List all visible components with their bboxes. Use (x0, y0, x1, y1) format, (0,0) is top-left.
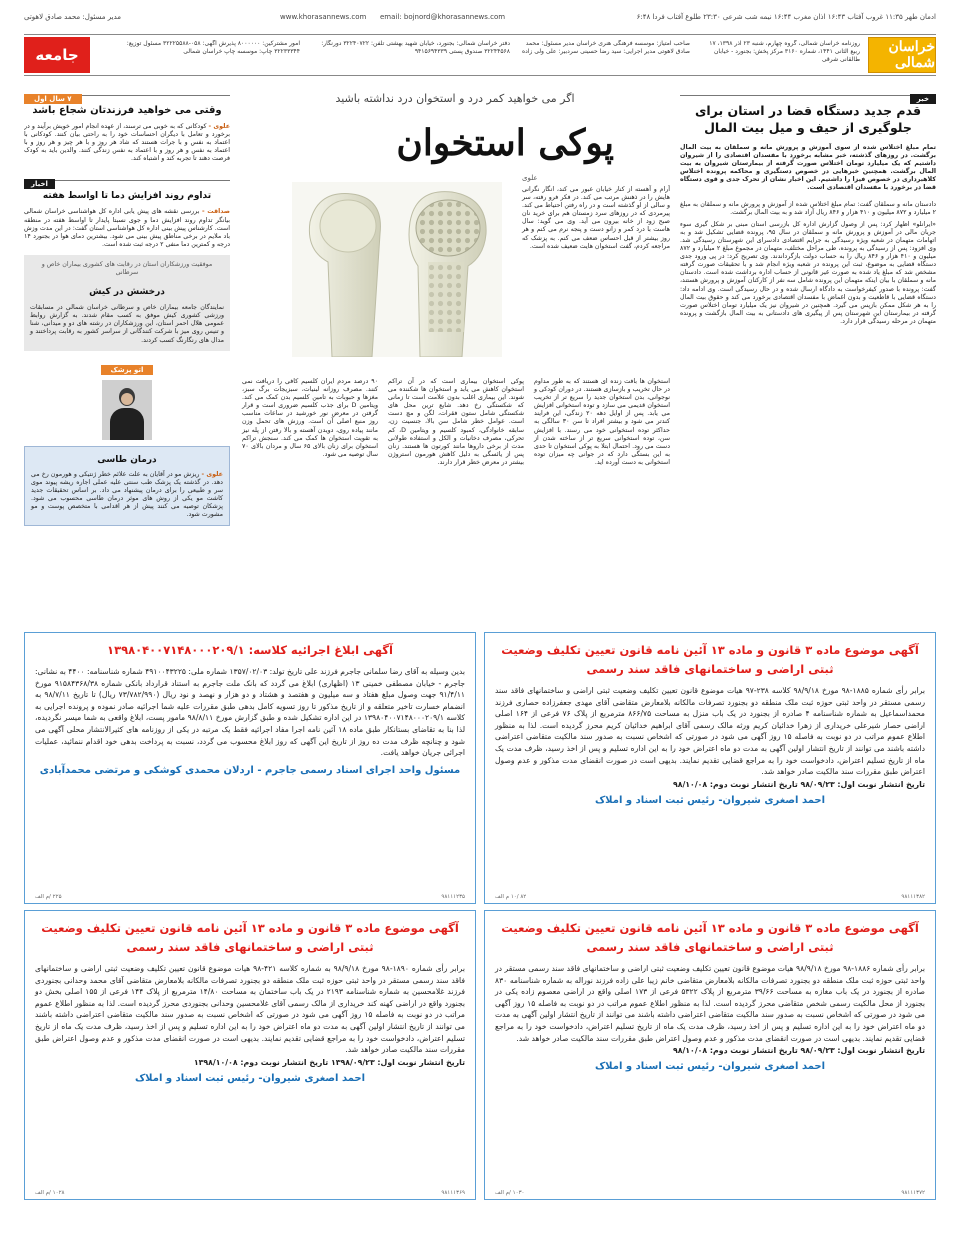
ad-3-code-left: ۱۰۳۰ /م الف (495, 1190, 525, 1196)
news-tag: خبر (910, 94, 936, 104)
feature-column (240, 86, 670, 616)
news-headline[interactable]: قدم جدید دستگاه قضا در استان برای جلوگیری از حیف و میل بیت المال (694, 103, 922, 135)
feature-col-1: استخوان ها بافت زنده ای هستند که به طور مداوم در حال تخریب و بازسازی هستند. در دوران کودکی و نوجوانی، بدن استخوان جدید را سریع تر از تخریب استخوان قدیمی می سازد و توده استخوانی افزایش می یابد. پس از اوایل دهه ۲۰ زندگی، این فرایند کندتر می شود و بیشتر افراد تا سن ۳۰ سالگی به حداکثر توده استخوانی خود می رسند. با افزایش سن، توده استخوانی سریع تر از ساخته شدن از دست می رود. احتمال ابتلا به پوکی استخوان تا حدی به این بستگی دارد که در جوانی چه میزان توده استخوانی به دست آورده اید. (534, 378, 670, 466)
ad-notice-2[interactable] (24, 632, 476, 904)
sports-box (24, 255, 230, 351)
masthead-contact-info: امور مشترکین: ۸۰۰۰۰۰۰ پذیرش آگهی: ۰۵۸-۳۲۲۲۵۵۸۸ مسئول توزیع: ۳۲۲۳۳۳۴۴ چاپ: موسسه چاپ خراسان شمالی (126, 40, 300, 55)
news-lead: تمام مبلغ اختلاس شده از سوی آموزش و پرورش مانه و سملقان به بیت المال برگشت. در روزهای گذشته، خبر مشابه برخورد با مفسدان اقتصادی را از شیروان داشتیم که یک میلیارد تومان اختلاس صورت گرفته از بیمارستان شیروان به بیت المال برگشت. همچنین خبرهایی در خصوص دستگیری و محاکمه پرونده اختلاس کلاهبرداری در خصوص فیزا را داشتیم. این اخبار نشان از تحرک جدی و قوی دستگاه قضا در برخورد با مفسدان اقتصادی است. (680, 144, 936, 192)
bone-illustration (292, 182, 502, 357)
feature-author: علوی (522, 174, 538, 182)
doctor-header (24, 357, 230, 376)
ad-1-title: آگهی موضوع ماده ۳ قانون و ماده ۱۳ آئین نامه قانون تعیین تکلیف وضعیت ثبتی اراضی و ساختمانهای فاقد سند رسمی (501, 643, 919, 676)
ad-2-code-right: ۹۸۱۱۱۲۳۵ (441, 894, 465, 900)
website-url[interactable]: www.khorasannews.com (280, 13, 367, 21)
section-name: جامعه (35, 46, 79, 64)
masthead-issue-info: روزنامه خراسان شمالی، گروه چهارم، شنبه ۲۳ آذر ۱۳۹۸، ۱۷ ربیع الثانی ۱۴۴۱، شماره ۳۱۶۰ مرکز پخش: بجنورد - خیابان طالقانی شرقی (709, 40, 860, 63)
ad-4-code-left: ۱۰۲۸ /م الف (35, 1190, 65, 1196)
ad-1-code-right: ۹۸۱۱۱۳۸۲ (901, 894, 925, 900)
masthead (24, 34, 936, 76)
parenting-text (24, 123, 230, 163)
ad-1-code-left: ۸۲ /۱۰ م الف (495, 894, 527, 900)
sports-text: نمایندگان جامعه بیماران خاص و سرطانی خراسان شمالی در مسابقات ورزشی کشوری کیش موفق به کسب مقام شدند. به گزارش روابط عمومی هلال احمر استان، این ورزشکاران در رشته های دو و میدانی، شنا و تنیس روی میز با شرکت کنندگانی از سراسر کشور به رقابت پرداختند و مدال های رنگارنگ کسب کردند. (30, 304, 224, 344)
parenting-header-line (24, 86, 230, 103)
masthead-office-info: دفتر خراسان شمالی: بجنورد، خیابان شهید بهشتی تلفن: ۳۲۲۴۰۷۲۲ دورنگار: ۳۲۲۴۴۵۶۸ صندوق پستی ۹۴۱۵۶۹۴۳۳۹ (321, 40, 510, 55)
logo-text: خراسان شمالی (888, 39, 935, 71)
news-body-2: «ایرانلو» اظهار کرد: پس از وصول گزارش اداره کل بازرسی استان مبنی بر شکل گیری سوء جریان مالی در آموزش و پرورش مانه و سملقان در سال ۹۵، پرونده قضایی تشکیل شد و به اتهامات متهمان در شعبه ویژه رسیدگی به جرایم اقتصادی دادسرای این شهرستان رسیدگی شد. وی افزود: پس از رسیدگی به پرونده، طی مراحل مختلف، متهمان در مجموع مبلغ ۲ میلیارد و ۸۷۲ میلیون و ۴۱۰ هزار و ۸۴۶ ریال را به حساب دولت بازگرداندند. وی تصریح کرد: در پی ورود جدی دستگاه قضایی به موضوع، ثبت این پرونده در شعبه ویژه انجام شد و با تحقیقات صورت گرفته مشخص شد که مبلغ یاد شده به صورت غیر قانونی از حساب اداره برداشت شده است. دادستان مانه و سملقان با بیان اینکه متهمان این پرونده شامل سه نفر از کارکنان آموزش و پرورش هستند، گفت: پرونده با صدور کیفرخواست به دادگاه ارسال شده و در حال رسیدگی است. وی ادامه داد: دستگاه قضایی با قاطعیت و بدون اغماض با مفسدان اقتصادی برخورد می کند و حقوق بیت المال را به هر شکل ممکن بازپس می گیرد. همچنین در شیروان نیز یک میلیارد تومان اختلاس صورت گرفته در بیمارستان این شهرستان پس از پیگیری های دادستانی به بیت المال بازگشت و پرونده متهمان در مرحله رسیدگی قرار دارد. (680, 220, 936, 325)
feature-col-2: پوکی استخوان بیماری است که در آن تراکم استخوان کاهش می یابد و استخوان ها شکننده می شوند. این بیماری اغلب بدون علامت است تا زمانی که شکستگی رخ دهد. شایع ترین محل های شکستگی شامل ستون فقرات، لگن و مچ دست است. عوامل خطر شامل سن بالا، جنسیت زن، سابقه خانوادگی، کمبود کلسیم و ویتامین D، کم تحرکی، مصرف دخانیات و الکل و استفاده طولانی مدت از برخی داروها مانند کورتون ها هستند. زنان پس از یائسگی به دلیل کاهش هورمون استروژن بیشتر در معرض خطر قرار دارند. (388, 378, 524, 466)
top-strip (0, 0, 960, 34)
masthead-publisher-info: صاحب امتیاز: موسسه فرهنگی هنری خراسان مدیر مسئول: محمد صادق لاهوتی مدیر اجرایی: سید رضا حسینی سردبیر: علی ولی زاده (521, 40, 690, 55)
parenting-headline[interactable]: وقتی می خواهید فرزندتان شجاع باشد (32, 105, 222, 116)
section-badge[interactable] (24, 37, 90, 73)
weather-author: صداقت - (201, 208, 230, 216)
parenting-body: کودکانی که به خوبی می ترسند، از عهده انجام امور خویش برآیند و در برخورد و تعامل با دیگران احساسات خود را به راحتی بیان کنند. کودکانی با اعتماد به نفس و با جرات هستند که شاد هر روز و با هر چیز و هر روز و با اعتماد به نفس و هر روز و با اعتماد به نفس زندگی کنند. والدین باید به کودک فرصت دهند تا تجربه کند و اشتباه کند. (24, 123, 230, 163)
feature-col-3: ۹۰ درصد مردم ایران کلسیم کافی را دریافت نمی کنند. مصرف روزانه لبنیات، سبزیجات برگ سبز، مغزها و حبوبات به تامین کلسیم بدن کمک می کند. ویتامین D برای جذب کلسیم ضروری است و قرار گرفتن در معرض نور خورشید در ساعات مناسب روز منبع اصلی آن است. ورزش های تحمل وزن مانند پیاده روی، دویدن آهسته و بالا رفتن از پله نیز به تقویت استخوان ها کمک می کند. سنجش تراکم استخوان برای زنان بالای ۶۵ سال و مردان بالای ۷۰ سال توصیه می شود. (242, 378, 378, 458)
ad-3-date: تاریخ انتشار نوبت اول: ۹۸/۰۹/۲۳ تاریخ انتشار نوبت دوم: ۹۸/۱۰/۰۸ (672, 1046, 925, 1056)
ad-3-signature: احمد اصغری شیروان- رئیس ثبت اسناد و املاک (594, 1061, 826, 1073)
author-portrait (102, 380, 152, 440)
publisher-line: مدیر مسئول: محمد صادق لاهوتی (24, 13, 121, 21)
ad-1-footer (495, 894, 925, 900)
doctor-headline[interactable]: درمان طاسی (97, 454, 157, 465)
ad-3-footer (495, 1190, 925, 1196)
prayer-times: ادمان طهر ۱۱:۳۵ غروب آفتاب ۱۶:۴۳ اذان مغرب ۱۶:۴۴ نیمه شب شرعی ۲۳:۳۰ طلوع آفتاب فردا ۶:۴۸ (636, 13, 936, 21)
doctor-tag: اتو پزشک (101, 365, 154, 375)
ad-notice-3[interactable] (484, 910, 936, 1200)
doctor-box (24, 446, 230, 527)
parenting-author: علوی - (208, 123, 230, 130)
ad-4-footer (35, 1190, 465, 1196)
ad-3-code-right: ۹۸۱۱۱۳۷۲ (901, 1190, 925, 1196)
feature-intro (522, 174, 670, 251)
news-column (680, 86, 936, 616)
ad-1-text: برابر رأی شماره ۱۸۸۵-۹۸ مورخ ۹۸/۹/۱۸ کلاسه ۲۳۸-۹۷ هیات موضوع قانون تعیین تکلیف وضعیت ثبتی اراضی و ساختمانهای فاقد سند رسمی مستقر در واحد ثبتی حوزه ثبت ملک منطقه دو بجنورد تصرفات مالکانه بلامعارض متقاضی آقای مهدی جعفرزاده حصاری فرزند محمداسماعیل به شماره شناسنامه ۴ صادره از بجنورد در یک باب منزل به مساحت ۸۶۶/۷۵ مترمربع از پلاک ۷۶ فرعی از ۱۶۴ اصلی اراضی حصار شیرعلی خریداری از زهرا خدائیان کریم ورثه مالک رسمی آقای ابراهیم خدائیان کریم محرز گردیده است. لذا به منظور اطلاع عموم مراتب در دو نوبت به فاصله ۱۵ روز آگهی می شود در صورتی که اشخاص نسبت به صدور سند مالکیت متقاضی اعتراضی داشته باشند می توانند از تاریخ انتشار اولین آگهی به مدت دو ماه اعتراض خود را به این اداره تسلیم و پس از اخذ رسید، ظرف مدت یک ماه از تاریخ تسلیم اعتراض، دادخواست خود را به مراجع قضایی تقدیم نمایند. بدیهی است در صورت انقضای مدت مذکور و عدم وصول اعتراض طبق مقررات سند مالکیت صادر خواهد شد. (495, 686, 925, 777)
doctor-author: علوی - (201, 470, 223, 478)
ad-4-title: آگهی موضوع ماده ۳ قانون و ماده ۱۳ آئین نامه قانون تعیین تکلیف وضعیت ثبتی اراضی و ساختمانهای فاقد سند رسمی (41, 921, 459, 954)
ad-4-date: تاریخ انتشار نوبت اول: ۱۳۹۸/۰۹/۲۳ تاریخ انتشار نوبت دوم: ۱۳۹۸/۱۰/۰۸ (193, 1057, 465, 1067)
ad-2-text: بدین وسیله به آقای رضا سلمانی جاجرم فرزند علی تاریخ تولد: ۱۳۵۷/۰۲/۰۳ شماره ملی: ۴۹۱۰۰۴۳۲۲۵ شماره شناسنامه: ۴۴۰۰ به نشانی: جاجرم - خیابان مصطفی خمینی ۱۳ (اظهاری) ابلاغ می گردد که بانک ملت جاجرم به استناد قرارداد بانکی شماره ۹۱۵۸۴۳۶۸/۳۸ مورخ ۹۱/۴/۱۱ جهت وصول مبلغ هفتاد و سه میلیون و هفتصد و هشتاد و دو هزار و نهصد و نود ریال (۷۳/۷۸۲/۹۹۰ ریال) تا تاریخ ۹۸/۷/۱۱ به انضمام خسارت تاخیر متعلقه و از تاریخ مذکور تا روز تسویه کامل بدهی طبق مقررات علیه شما اجرائیه صادر نموده و پرونده اجرایی به کلاسه ۱۳۹۸۰۴۰۰۷۱۴۸۰۰۰۲۰۹/۱ در این اداره تشکیل شده و طبق گزارش مورخ ۹۸/۸/۱۱ مامور پست، ابلاغ واقعی به شما میسر نگردیده، لذا بنا به تقاضای بستانکار طبق ماده ۱۸ آئین نامه اجرا مفاد اجرائیه فقط یک مرتبه در یکی از روزنامه های کثیرالانتشار محلی آگهی می شود و چنانچه ظرف مدت ده روز از تاریخ این آگهی که روز ابلاغ محسوب می گردد، نسبت به پرداخت بدهی خود اقدام ننمائید، عملیات اجرائی جریان خواهد یافت. (35, 667, 466, 758)
ad-notice-4[interactable] (24, 910, 476, 1200)
newspaper-logo[interactable] (868, 37, 936, 73)
weather-tag: اخبار (24, 179, 55, 189)
ad-3-title: آگهی موضوع ماده ۳ قانون و ماده ۱۳ آئین نامه قانون تعیین تکلیف وضعیت ثبتی اراضی و ساختمانهای فاقد سند رسمی (501, 921, 919, 954)
ad-2-footer (35, 894, 465, 900)
sports-caption: موفقیت ورزشکاران استان در رقابت های کشوری بیماران خاص و سرطانی (41, 260, 213, 277)
weather-header-line (24, 171, 230, 189)
ad-1-signature: احمد اصغری شیروان- رئیس ثبت اسناد و املاک (594, 794, 826, 806)
ad-4-text: برابر رأی شماره ۱۸۹۰-۹۸ مورخ ۹۸/۹/۱۸ به شماره کلاسه ۴۲۱-۹۸ هیات موضوع قانون تعیین تکلیف وضعیت ثبتی اراضی و ساختمانهای فاقد سند رسمی مستقر در واحد ثبتی حوزه ثبت ملک منطقه دو بجنورد تصرفات مالکانه بلامعارض متقاضی آقای محمد وحدانی بجنوردی فرزند غلامحسین به شماره شناسنامه ۲۱۹۳ در یک باب ساختمان به مساحت ۱۴/۸۰ مترمربع از پلاک ۱۴۴ فرعی از ۱۵۵ اصلی بخش دو بجنورد واقع در اراضی کهنه کند خریداری از مالک رسمی آقای غلامحسین وحدانی بجنوردی محرز گردیده است. لذا به منظور اطلاع عموم مراتب در دو نوبت به فاصله ۱۵ روز آگهی می شود در صورتی که اشخاص نسبت به صدور سند مالکیت متقاضی اعتراضی داشته باشند می توانند از تاریخ انتشار اولین آگهی به مدت دو ماه اعتراض خود را به این اداره تسلیم و پس از اخذ رسید، ظرف مدت یک ماه از تاریخ تسلیم اعتراض، دادخواست خود را به مراجع قضایی تقدیم نمایند. بدیهی است در صورت انقضای مدت مذکور و عدم وصول اعتراض طبق مقررات سند مالکیت صادر خواهد شد. (35, 964, 465, 1055)
ad-4-signature: احمد اصغری شیروان- رئیس ثبت اسناد و املاک (134, 1072, 366, 1084)
ad-1-date: تاریخ انتشار نوبت اول: ۹۸/۰۹/۲۳ تاریخ انتشار نوبت دوم: ۹۸/۱۰/۰۸ (672, 779, 925, 789)
ad-4-code-right: ۹۸۱۱۱۳۶۹ (441, 1190, 465, 1196)
ad-notice-1[interactable] (484, 632, 936, 904)
doctor-text (31, 471, 223, 520)
news-body-1: دادستان مانه و سملقان گفت: تمام مبلغ اختلاس شده از آموزش و پرورش مانه و سملقان به مبلغ ۲ میلیارد و ۸۷۲ میلیون و ۴۱۰ هزار و ۸۴۶ ریال آزاد شد و به بیت المال برگشت. (680, 200, 936, 216)
ad-2-signature: مسئول واحد اجرای اسناد رسمی جاجرم - اردلان محمدی کوشکی و مرتضی محمدآبادی (39, 764, 461, 776)
sports-headline[interactable]: درخشش در کیش (89, 287, 165, 298)
feature-body (240, 378, 670, 467)
feature-supertitle: اگر می خواهید کمر درد و استخوان درد نداشته باشید (335, 92, 575, 105)
ad-3-text: برابر رأی شماره ۱۸۸۶-۹۸ مورخ ۹۸/۹/۱۸ هیات موضوع قانون تعیین تکلیف وضعیت ثبتی اراضی و ساختمانهای فاقد سند رسمی مستقر در واحد ثبتی حوزه ثبت ملک منطقه دو بجنورد تصرفات مالکانه بلامعارض متقاضی خانم زیبا علی زاده فرزند نوراله به شماره شناسنامه ۸۳۰ صادره از بجنورد در یک باب مغازه به مساحت ۳۹/۶۶ مترمربع از پلاک ۵۳۲۲ فرعی از ۱۷۳ اصلی واقع در اراضی معصوم زاده یکی در بجنورد از محل مالکیت رسمی شخص متقاضی محرز گردیده است. لذا به منظور اطلاع عموم مراتب در دو نوبت به فاصله ۱۵ روز آگهی می شود در صورتی که اشخاص نسبت به صدور سند مالکیت متقاضی اعتراضی داشته باشند می توانند از تاریخ انتشار اولین آگهی به مدت دو ماه اعتراض خود را به این اداره تسلیم و پس از اخذ رسید، ظرف مدت یک ماه از تاریخ تسلیم اعتراض، دادخواست خود را به مراجع قضایی تقدیم نمایند. بدیهی است در صورت انقضای مدت مذکور و عدم وصول اعتراض طبق مقررات سند مالکیت صادر خواهد شد. (495, 964, 926, 1043)
weather-text (24, 208, 230, 248)
parenting-tag: ۷ سال اول (24, 94, 82, 104)
ad-2-code-left: ۲۲۵ /م الف (35, 894, 62, 900)
feature-title[interactable]: پوکی استخوان (396, 122, 614, 164)
feature-intro-text: آرام و آهسته از کنار خیابان عبور می کند، انگار نگرانی هایش را در ذهنش مرتب می کند. در فکر فرو رفته، سر و سالی از او گذشته است و در راه رفتن احتیاط می کند. پیرمردی که در روزهای سرد زمستان هم برای خرید نان صبح زود از خانه بیرون می آید. وی می گوید: سال هاست با درد کمر و زانو دست و پنجه نرم می کنم و هر روز بیشتر از قبل احساس ضعف می کنم. به پزشک که مراجعه کردم، گفت استخوان هایت ضعیف شده است. (522, 186, 670, 250)
news-header-line (680, 86, 936, 103)
weather-body: بررسی نقشه های پیش یابی اداره کل هواشناسی خراسان شمالی بیانگر تداوم روند افزایش دما و جوی نسبتا پایدار تا اواسط هفته در منطقه است. کارشناس پیش بینی اداره کل هواشناسی استان گفت: در این مدت وزش باد ملایم در برخی مناطق پیش بینی می شود. بیشترین دمای هوا در بجنورد ۱۴ درجه و کمترین دما منفی ۲ درجه ثبت شده است. (24, 208, 230, 248)
left-column (24, 86, 230, 616)
ad-2-title: آگهی ابلاغ اجرائیه کلاسه: ۱۳۹۸۰۴۰۰۷۱۴۸۰۰۰۲۰۹/۱ (107, 643, 393, 657)
doctor-body: ریزش مو در آقایان به علت علائم خطر ژنتیکی و هورمون رخ می دهد. در گذشته یک پزشک طب سنتی علیه عملی اجاره ریشه پیوند موی سر و طبیعی را برای درمان پیشنهاد می داد. بر اساس تحقیقات جدید کاشت مو یکی از روش های موثر درمان طاسی محسوب می شود. پزشکان توصیه می کنند پیش از هر اقدامی با متخصص پوست و مو مشورت شود. (31, 470, 223, 519)
weather-headline[interactable]: تداوم روند افزایش دما تا اواسط هفته (42, 191, 212, 202)
email-address[interactable]: email: bojnord@khorasannews.com (380, 13, 506, 21)
